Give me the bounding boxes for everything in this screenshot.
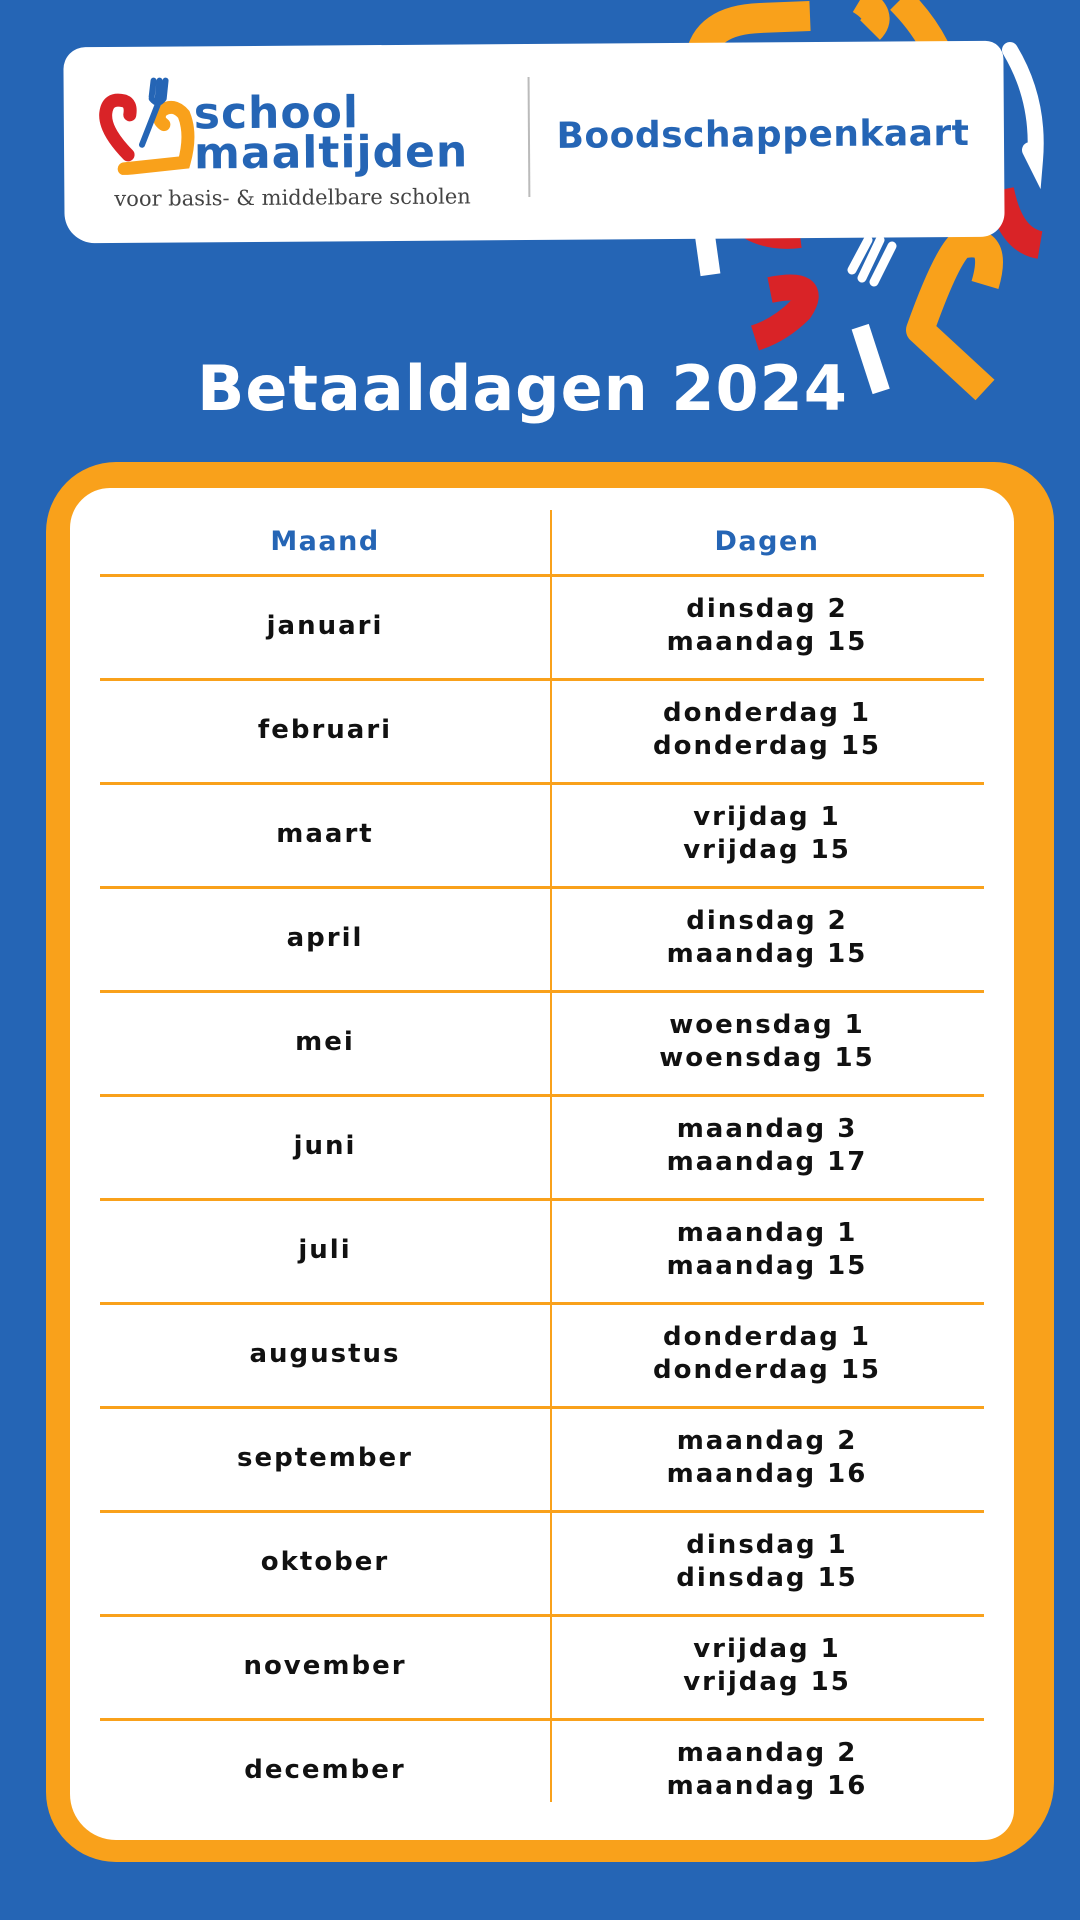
payment-day-1: donderdag 1	[663, 698, 871, 728]
days-cell	[550, 1302, 984, 1406]
header-title: Boodschappenkaart	[556, 112, 970, 157]
table-row	[100, 990, 984, 1094]
header-card	[63, 41, 1004, 244]
payment-day-2: maandag 15	[666, 939, 868, 969]
days-cell	[550, 782, 984, 886]
payment-day-2: donderdag 15	[652, 731, 882, 761]
table-row	[100, 1510, 984, 1614]
month-cell: mei	[295, 1027, 355, 1057]
payment-day-1: woensdag 1	[669, 1010, 865, 1040]
month-cell: juli	[298, 1235, 352, 1265]
payment-day-1: dinsdag 2	[686, 594, 848, 624]
payment-day-1: vrijdag 1	[693, 802, 841, 832]
fork-icon	[852, 240, 892, 282]
month-cell: september	[237, 1443, 413, 1473]
payment-day-2: vrijdag 15	[683, 835, 851, 865]
payment-day-1: dinsdag 2	[686, 906, 848, 936]
table-row	[100, 678, 984, 782]
table-row	[100, 782, 984, 886]
month-cell: december	[244, 1755, 406, 1785]
days-cell	[550, 886, 984, 990]
column-header-month: Maand	[270, 526, 380, 557]
red-hook-icon	[755, 288, 806, 339]
days-cell	[550, 1406, 984, 1510]
payment-days-table	[70, 488, 1014, 1840]
header-divider	[528, 77, 531, 197]
payment-day-1: maandag 2	[676, 1426, 858, 1456]
red-arc-right-icon	[1000, 190, 1040, 245]
days-cell	[550, 1094, 984, 1198]
payment-day-2: dinsdag 15	[676, 1563, 858, 1593]
payment-day-1: donderdag 1	[663, 1322, 871, 1352]
payment-day-2: woensdag 15	[659, 1043, 875, 1073]
table-row	[100, 1718, 984, 1822]
payment-day-2: maandag 16	[666, 1459, 868, 1489]
days-cell	[550, 1614, 984, 1718]
month-cell: oktober	[260, 1547, 390, 1577]
page-title: Betaaldagen 2024	[197, 352, 848, 425]
logo-tagline: voor basis- & middelbare scholen	[114, 184, 471, 211]
days-cell	[550, 1718, 984, 1822]
table-row	[100, 886, 984, 990]
payment-day-2: maandag 16	[666, 1771, 868, 1801]
payment-day-1: maandag 1	[676, 1218, 858, 1248]
payment-day-2: maandag 15	[666, 1251, 868, 1281]
month-cell: november	[243, 1651, 407, 1681]
payment-day-1: vrijdag 1	[693, 1634, 841, 1664]
month-cell: augustus	[249, 1339, 401, 1369]
table-row	[100, 1094, 984, 1198]
table-row	[100, 1198, 984, 1302]
month-cell: maart	[276, 819, 374, 849]
logo-text-school: school	[193, 87, 360, 140]
month-cell: juni	[293, 1131, 357, 1161]
payment-day-1: dinsdag 1	[686, 1530, 848, 1560]
month-cell: februari	[257, 715, 393, 745]
logo-text-maaltijden: maaltijden	[193, 126, 469, 180]
payment-day-2: maandag 17	[666, 1147, 868, 1177]
month-cell: april	[286, 923, 364, 953]
payment-day-1: maandag 3	[676, 1114, 858, 1144]
payment-day-1: maandag 2	[676, 1738, 858, 1768]
heart-fork-logo-icon	[94, 74, 205, 175]
table-row	[100, 1614, 984, 1718]
column-header-days: Dagen	[714, 526, 820, 557]
days-cell	[550, 574, 984, 678]
days-cell	[550, 678, 984, 782]
schoolmaaltijden-logo	[94, 72, 515, 225]
month-cell: januari	[266, 611, 384, 641]
payment-day-2: vrijdag 15	[683, 1667, 851, 1697]
orange-arc-top-icon	[860, 0, 876, 30]
payment-day-2: maandag 15	[666, 627, 868, 657]
table-row	[100, 574, 984, 678]
table-header	[100, 510, 984, 574]
table-row	[100, 1406, 984, 1510]
table-row	[100, 1302, 984, 1406]
days-cell	[550, 1510, 984, 1614]
days-cell	[550, 990, 984, 1094]
knife-icon	[1010, 50, 1036, 160]
payment-day-2: donderdag 15	[652, 1355, 882, 1385]
days-cell	[550, 1198, 984, 1302]
